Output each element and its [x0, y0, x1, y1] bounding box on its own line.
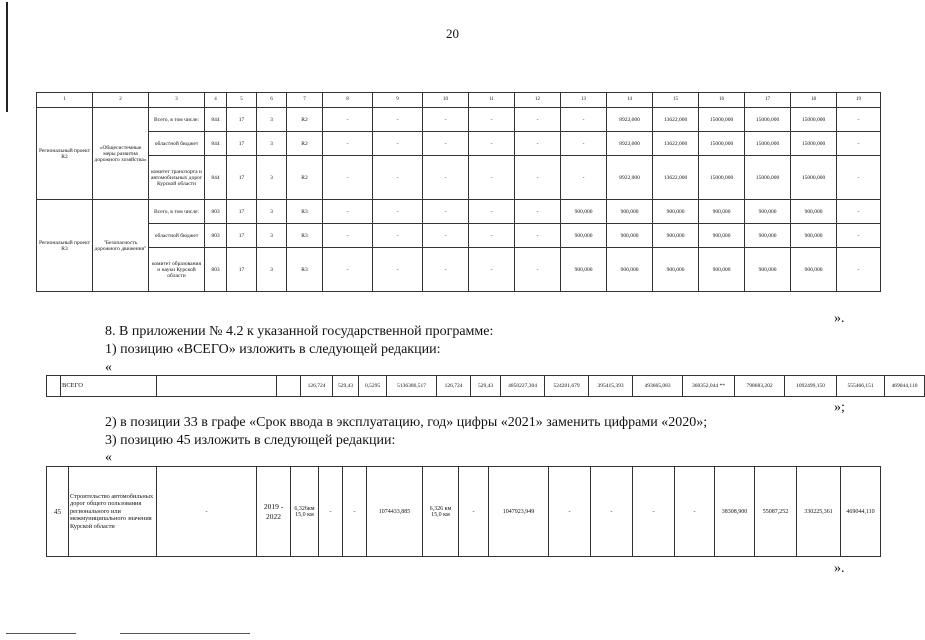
value-cell: -: [837, 132, 881, 156]
header-cell: 2: [93, 93, 149, 108]
total-value: 493665,083: [633, 376, 683, 397]
total-value: 469044,110: [885, 376, 925, 397]
total-cell: [277, 376, 301, 397]
total-cell: [47, 376, 61, 397]
header-cell: 7: [287, 93, 323, 108]
total-value: 524201,679: [545, 376, 589, 397]
value-cell: 900,000: [653, 200, 699, 224]
value-cell: -: [373, 108, 423, 132]
paragraph-8: 8. В приложении № 4.2 к указанной государственной программе:: [105, 324, 494, 339]
value-cell: -: [373, 200, 423, 224]
value-cell: -: [373, 248, 423, 292]
object-name: Строительство автомобильных дорог общего пользования регионального или межмуниципального значения Курской области: [69, 467, 157, 557]
value-cell: -: [423, 156, 469, 200]
value-cell: 17: [227, 108, 257, 132]
total-value: 5136386,517: [387, 376, 437, 397]
position-cell: -: [343, 467, 367, 557]
value-cell: R2: [287, 108, 323, 132]
position-cell: -: [319, 467, 343, 557]
value-cell: -: [515, 156, 561, 200]
value-cell: 900,000: [561, 200, 607, 224]
value-cell: -: [837, 156, 881, 200]
header-cell: 15: [653, 93, 699, 108]
value-cell: 844: [205, 156, 227, 200]
bottom-rule: [120, 633, 250, 634]
value-cell: -: [469, 200, 515, 224]
value-cell: 15000,000: [699, 156, 745, 200]
value-cell: 900,000: [607, 200, 653, 224]
header-cell: 9: [373, 93, 423, 108]
value-cell: 330225,361: [797, 467, 841, 557]
value-cell: 900,000: [745, 248, 791, 292]
value-cell: -: [469, 132, 515, 156]
value-cell: -: [515, 248, 561, 292]
position-cell: -: [633, 467, 675, 557]
position-cell: -: [675, 467, 715, 557]
table-row: [37, 224, 881, 248]
value-cell: 900,000: [561, 224, 607, 248]
value-cell: 900,000: [745, 200, 791, 224]
source-cell: Всего, в том числе:: [149, 200, 205, 224]
value-cell: -: [561, 156, 607, 200]
page-number: 20: [446, 26, 459, 41]
total-cell: [157, 376, 277, 397]
value-cell: -: [373, 156, 423, 200]
value-cell: 15000,000: [791, 108, 837, 132]
project-cell: Региональный проект R2: [37, 108, 93, 200]
project-cell: Региональный проект R3: [37, 200, 93, 292]
value-cell: 803: [205, 248, 227, 292]
position-number: 45: [47, 467, 69, 557]
value-cell: 900,000: [699, 248, 745, 292]
value-cell: -: [837, 248, 881, 292]
table-row: [37, 200, 881, 224]
value-cell: 55087,252: [755, 467, 797, 557]
total-value: 529,43: [333, 376, 359, 397]
value-cell: 900,000: [745, 224, 791, 248]
total-value: 555466,151: [837, 376, 885, 397]
value-cell: 8922,000: [607, 132, 653, 156]
item-3: 3) позицию 45 изложить в следующей редакции:: [105, 433, 396, 448]
value-cell: -: [515, 200, 561, 224]
value-cell: 15000,000: [745, 108, 791, 132]
value-cell: -: [469, 156, 515, 200]
value-cell: 17: [227, 132, 257, 156]
source-cell: комитет образования и науки Курской области: [149, 248, 205, 292]
value-cell: -: [837, 200, 881, 224]
value-cell: -: [373, 224, 423, 248]
value-cell: 900,000: [607, 224, 653, 248]
source-cell: областной бюджет: [149, 224, 205, 248]
value-cell: 900,000: [699, 200, 745, 224]
value-cell: 3: [257, 200, 287, 224]
value-cell: -: [323, 248, 373, 292]
cost-cell: 1074433,885: [367, 467, 423, 557]
value-cell: 3: [257, 132, 287, 156]
value-cell: -: [561, 108, 607, 132]
closing-quote-2: »;: [834, 400, 845, 415]
closing-quote-3: ».: [834, 561, 845, 576]
value-cell: -: [423, 248, 469, 292]
open-quote-1: «: [105, 360, 112, 375]
value-cell: 3: [257, 108, 287, 132]
total-value: 126,724: [301, 376, 333, 397]
table-row: [37, 108, 881, 132]
position-cell: -: [157, 467, 257, 557]
header-cell: 18: [791, 93, 837, 108]
value-cell: 15000,000: [699, 108, 745, 132]
value-cell: 15000,000: [699, 132, 745, 156]
value-cell: 803: [205, 224, 227, 248]
value-cell: 13622,000: [653, 108, 699, 132]
value-cell: R2: [287, 132, 323, 156]
value-cell: -: [423, 132, 469, 156]
header-cell: 14: [607, 93, 653, 108]
value-cell: 15000,000: [791, 156, 837, 200]
header-cell: 5: [227, 93, 257, 108]
header-cell: 3: [149, 93, 205, 108]
header-cell: 4: [205, 93, 227, 108]
value-cell: 38308,900: [715, 467, 755, 557]
margin-line: [6, 2, 8, 112]
source-cell: Всего, в том числе:: [149, 108, 205, 132]
header-cell: 16: [699, 93, 745, 108]
value-cell: R3: [287, 200, 323, 224]
item-1: 1) позицию «ВСЕГО» изложить в следующей редакции:: [105, 342, 441, 357]
value-cell: 15000,000: [745, 156, 791, 200]
item-2: 2) в позиции 33 в графе «Срок ввода в эксплуатацию, год» цифры «2021» заменить цифрами «2020»;: [105, 415, 708, 430]
value-cell: 8922,000: [607, 156, 653, 200]
table-row: [37, 248, 881, 292]
capacity-cell: 6,326км 15,0 км: [291, 467, 319, 557]
source-cell: областной бюджет: [149, 132, 205, 156]
value-cell: 844: [205, 108, 227, 132]
value-cell: -: [423, 224, 469, 248]
program-table: [36, 92, 881, 292]
value-cell: -: [323, 156, 373, 200]
value-cell: 469044,110: [841, 467, 881, 557]
value-cell: -: [323, 224, 373, 248]
period-cell: 2019 - 2022: [257, 467, 291, 557]
header-cell: 6: [257, 93, 287, 108]
value-cell: 803: [205, 200, 227, 224]
header-cell: 13: [561, 93, 607, 108]
value-cell: -: [515, 132, 561, 156]
position-cell: -: [591, 467, 633, 557]
total-value: 360352,044 **: [683, 376, 735, 397]
value-cell: -: [561, 132, 607, 156]
value-cell: 13622,000: [653, 132, 699, 156]
table-row: [37, 132, 881, 156]
value-cell: -: [323, 108, 373, 132]
value-cell: 3: [257, 248, 287, 292]
value-cell: -: [423, 108, 469, 132]
total-table: [46, 375, 925, 397]
value-cell: R3: [287, 224, 323, 248]
value-cell: -: [469, 248, 515, 292]
value-cell: 8922,000: [607, 108, 653, 132]
total-value: 1092499,150: [785, 376, 837, 397]
total-value: 395415,393: [589, 376, 633, 397]
source-cell: комитет транспорта и автомобильных дорог Курской области: [149, 156, 205, 200]
header-cell: 10: [423, 93, 469, 108]
header-cell: 17: [745, 93, 791, 108]
value-cell: 900,000: [791, 248, 837, 292]
value-cell: 17: [227, 156, 257, 200]
position-45-row: [47, 467, 881, 557]
header-cell: 19: [837, 93, 881, 108]
header-row: [37, 93, 881, 108]
value-cell: -: [515, 224, 561, 248]
value-cell: R3: [287, 248, 323, 292]
value-cell: 13622,000: [653, 156, 699, 200]
value-cell: 844: [205, 132, 227, 156]
closing-quote-1: ».: [834, 311, 845, 326]
project-name-cell: «Общесистемные меры развития дорожного хозяйства»: [93, 108, 149, 200]
header-cell: 1: [37, 93, 93, 108]
total-value: 529,43: [471, 376, 501, 397]
cost-cell: 1047923,949: [489, 467, 549, 557]
value-cell: 15000,000: [745, 132, 791, 156]
value-cell: -: [837, 108, 881, 132]
position-45-table: [46, 466, 881, 557]
header-cell: 8: [323, 93, 373, 108]
total-value: 798683,202: [735, 376, 785, 397]
value-cell: -: [837, 224, 881, 248]
value-cell: 900,000: [653, 248, 699, 292]
total-label: ВСЕГО: [61, 376, 157, 397]
value-cell: 3: [257, 156, 287, 200]
value-cell: 3: [257, 224, 287, 248]
header-cell: 12: [515, 93, 561, 108]
value-cell: -: [469, 108, 515, 132]
value-cell: -: [373, 132, 423, 156]
total-row: [47, 376, 925, 397]
value-cell: -: [323, 200, 373, 224]
open-quote-2: «: [105, 450, 112, 465]
value-cell: -: [423, 200, 469, 224]
value-cell: 900,000: [791, 224, 837, 248]
value-cell: 900,000: [561, 248, 607, 292]
value-cell: 900,000: [791, 200, 837, 224]
value-cell: R2: [287, 156, 323, 200]
value-cell: -: [323, 132, 373, 156]
value-cell: 17: [227, 224, 257, 248]
table-row: [37, 156, 881, 200]
total-value: 126,724: [437, 376, 471, 397]
value-cell: -: [469, 224, 515, 248]
header-cell: 11: [469, 93, 515, 108]
position-cell: -: [549, 467, 591, 557]
project-name-cell: "Безопасность дорожного движения": [93, 200, 149, 292]
bottom-rule: [6, 633, 76, 634]
value-cell: 17: [227, 248, 257, 292]
value-cell: 17: [227, 200, 257, 224]
total-value: 4850227,304: [501, 376, 545, 397]
value-cell: -: [515, 108, 561, 132]
value-cell: 900,000: [653, 224, 699, 248]
capacity-cell: 6,326 км 15,0 км: [423, 467, 459, 557]
value-cell: 900,000: [607, 248, 653, 292]
value-cell: 900,000: [699, 224, 745, 248]
total-value: 0,5295: [359, 376, 387, 397]
position-cell: -: [459, 467, 489, 557]
value-cell: 15000,000: [791, 132, 837, 156]
